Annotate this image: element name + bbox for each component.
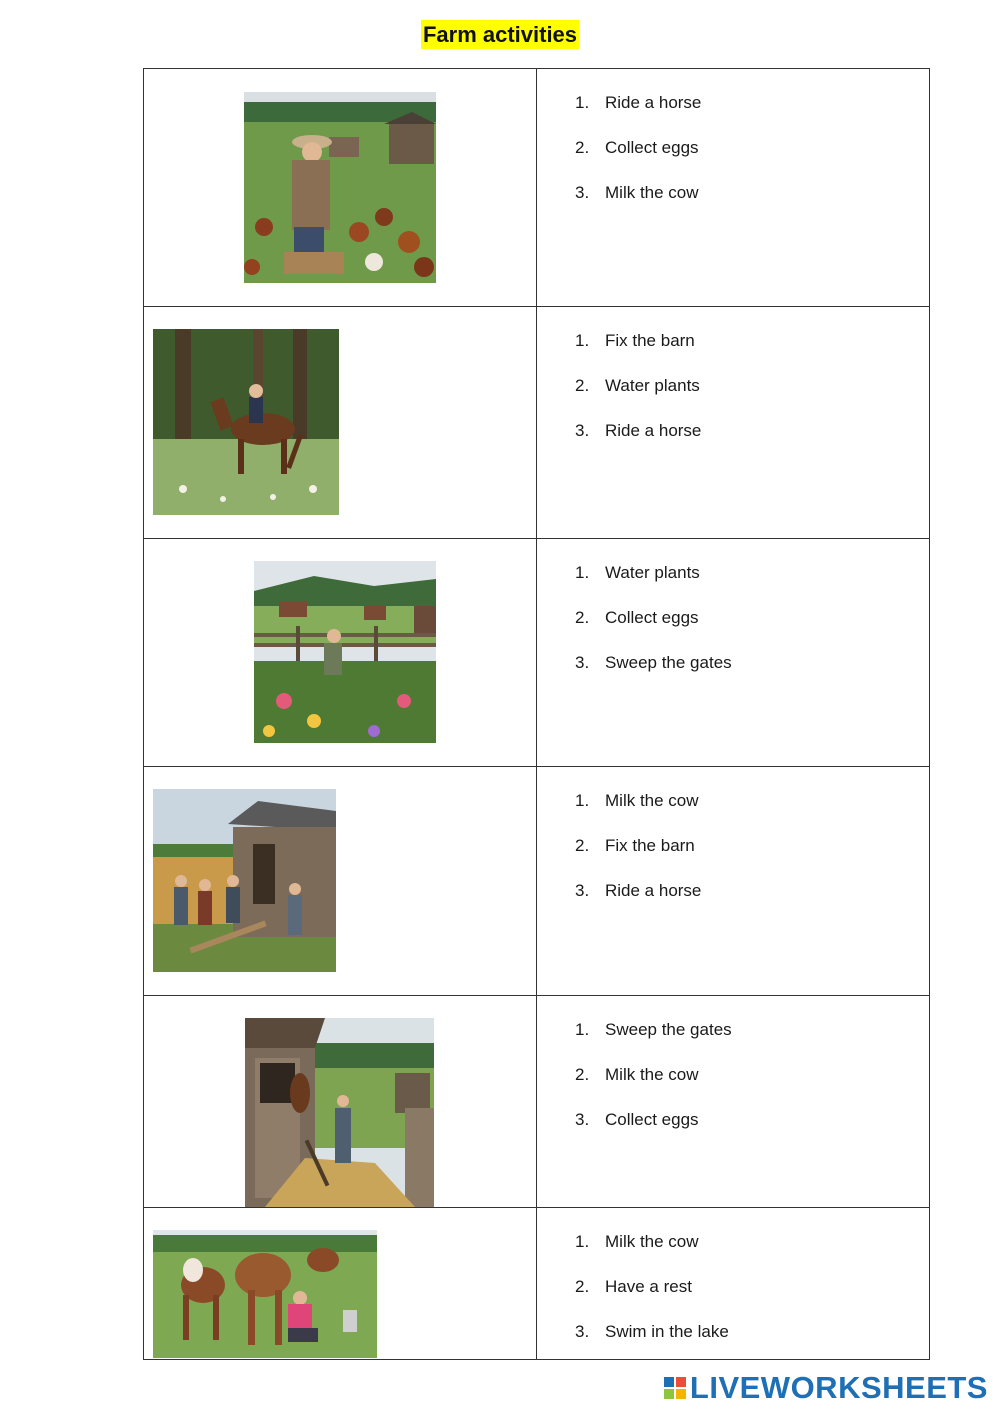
milking-cow-photo bbox=[153, 1230, 377, 1358]
list-item: 3. Milk the cow bbox=[575, 183, 701, 228]
list-item: 2. Collect eggs bbox=[575, 608, 732, 653]
image-cell bbox=[144, 307, 537, 539]
option-text: Sweep the gates bbox=[605, 1020, 732, 1039]
option-text: Have a rest bbox=[605, 1277, 692, 1296]
option-text: Milk the cow bbox=[605, 183, 699, 202]
options-cell bbox=[537, 996, 930, 1208]
list-item: 1. Milk the cow bbox=[575, 791, 701, 836]
table-row bbox=[144, 767, 930, 996]
list-item: 3. Collect eggs bbox=[575, 1110, 732, 1155]
option-text: Milk the cow bbox=[605, 1065, 699, 1084]
title-text: Farm activities bbox=[422, 22, 578, 47]
option-text: Swim in the lake bbox=[605, 1322, 729, 1341]
liveworksheets-logo bbox=[664, 1370, 988, 1406]
list-item: 3. Swim in the lake bbox=[575, 1322, 729, 1367]
options-cell bbox=[537, 767, 930, 996]
options-list bbox=[575, 93, 701, 228]
table-row bbox=[144, 539, 930, 767]
option-text: Water plants bbox=[605, 563, 700, 582]
chickens-eggs-photo bbox=[244, 92, 436, 283]
list-item: 1. Water plants bbox=[575, 563, 732, 608]
list-item: 2. Fix the barn bbox=[575, 836, 701, 881]
list-item: 2. Milk the cow bbox=[575, 1065, 732, 1110]
option-text: Ride a horse bbox=[605, 93, 702, 112]
list-item: 3. Ride a horse bbox=[575, 421, 701, 466]
list-item: 2. Water plants bbox=[575, 376, 701, 421]
option-text: Milk the cow bbox=[605, 791, 699, 810]
logo-icon bbox=[664, 1377, 686, 1399]
options-list bbox=[575, 1232, 729, 1367]
option-text: Collect eggs bbox=[605, 608, 699, 627]
list-item: 3. Sweep the gates bbox=[575, 653, 732, 698]
image-cell bbox=[144, 1208, 537, 1360]
horse-riding-photo bbox=[153, 329, 339, 515]
list-item: 3. Ride a horse bbox=[575, 881, 701, 926]
list-item: 2. Have a rest bbox=[575, 1277, 729, 1322]
watering-garden-photo bbox=[254, 561, 436, 743]
options-list bbox=[575, 331, 701, 466]
activity-table bbox=[143, 68, 930, 1360]
option-text: Fix the barn bbox=[605, 836, 695, 855]
list-item: 1. Sweep the gates bbox=[575, 1020, 732, 1065]
image-cell bbox=[144, 539, 537, 767]
options-cell bbox=[537, 539, 930, 767]
option-text: Ride a horse bbox=[605, 881, 702, 900]
image-cell bbox=[144, 767, 537, 996]
options-list bbox=[575, 563, 732, 698]
table-row bbox=[144, 996, 930, 1208]
table-row bbox=[144, 1208, 930, 1360]
image-cell bbox=[144, 69, 537, 307]
option-text: Sweep the gates bbox=[605, 653, 732, 672]
worksheet-title bbox=[0, 22, 1000, 48]
option-text: Milk the cow bbox=[605, 1232, 699, 1251]
list-item: 1. Ride a horse bbox=[575, 93, 701, 138]
options-list bbox=[575, 791, 701, 926]
table-row bbox=[144, 307, 930, 539]
logo-text: LIVEWORKSHEETS bbox=[689, 1370, 988, 1405]
sweeping-stable-photo bbox=[245, 1018, 434, 1207]
list-item: 2. Collect eggs bbox=[575, 138, 701, 183]
option-text: Collect eggs bbox=[605, 1110, 699, 1129]
options-list bbox=[575, 1020, 732, 1155]
option-text: Collect eggs bbox=[605, 138, 699, 157]
image-cell bbox=[144, 996, 537, 1208]
options-cell bbox=[537, 69, 930, 307]
options-cell bbox=[537, 1208, 930, 1360]
option-text: Water plants bbox=[605, 376, 700, 395]
table-row bbox=[144, 69, 930, 307]
option-text: Fix the barn bbox=[605, 331, 695, 350]
barn-repair-photo bbox=[153, 789, 336, 972]
list-item: 1. Milk the cow bbox=[575, 1232, 729, 1277]
options-cell bbox=[537, 307, 930, 539]
list-item: 1. Fix the barn bbox=[575, 331, 701, 376]
option-text: Ride a horse bbox=[605, 421, 702, 440]
